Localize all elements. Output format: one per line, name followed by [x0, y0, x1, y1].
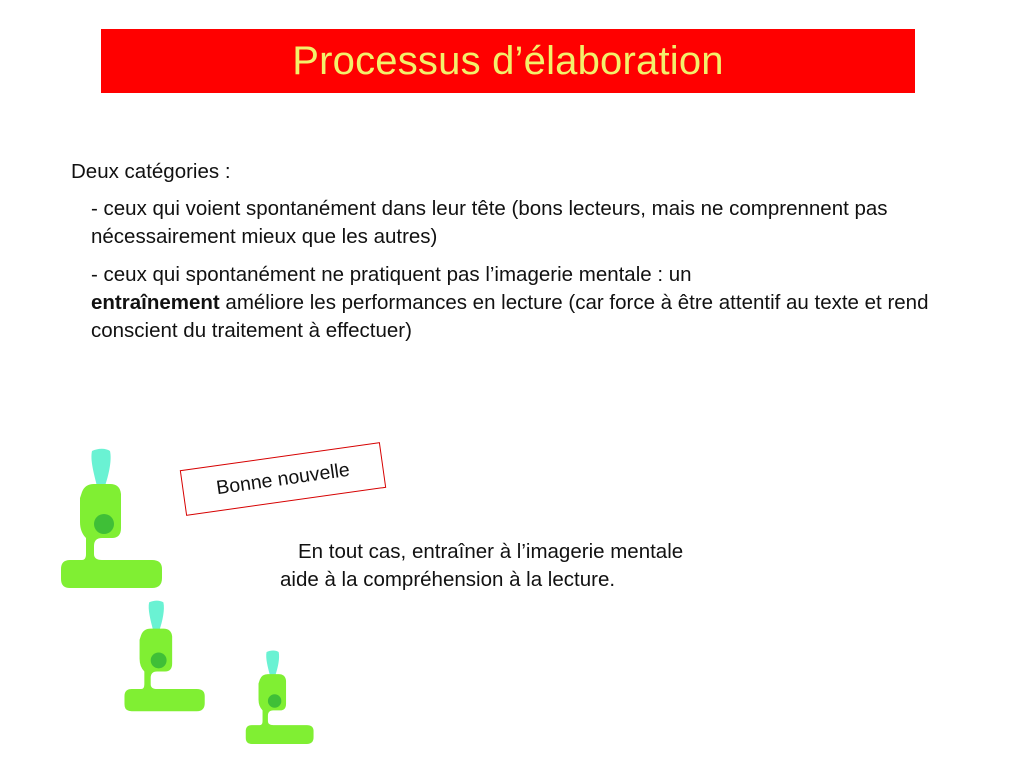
category-item-2 — [71, 261, 951, 345]
exclamation-person-icon — [122, 600, 208, 716]
exclamation-person-icon — [58, 448, 166, 594]
figure-body-icon — [246, 674, 314, 744]
figure-dot-icon — [268, 694, 281, 707]
good-news-label: Bonne nouvelle — [214, 458, 352, 499]
exclamation-person-icon — [243, 650, 317, 748]
figure-body-icon — [61, 484, 162, 588]
exclamation-mark-icon — [91, 449, 110, 489]
title-bar — [101, 29, 915, 93]
conclusion-text: En tout cas, entraîner à l’imagerie mentale aide à la compréhension à la lecture. — [280, 540, 684, 591]
figure-body-icon — [124, 629, 204, 712]
exclamation-mark-icon — [149, 601, 164, 633]
category-item-2-text-a: - ceux qui spontanément ne pratiquent pas l’imagerie mentale : un — [91, 263, 692, 286]
figure-dot-icon — [94, 514, 114, 534]
main-text — [71, 158, 951, 355]
intro-line: Deux catégories : — [71, 160, 231, 183]
slide-title: Processus d’élaboration — [292, 38, 724, 83]
category-item-2-bold: entraînement — [91, 291, 220, 314]
good-news-badge — [180, 442, 386, 516]
category-item-2-text-b: améliore les performances en lecture (car force à être attentif au texte et rend conscient du traitement à effectuer) — [91, 291, 929, 342]
conclusion-note — [280, 538, 720, 594]
category-item-1-text: - ceux qui voient spontanément dans leur tête (bons lecteurs, mais ne comprennent pas nécessairement mieux que les autres) — [91, 197, 888, 248]
figure-dot-icon — [151, 652, 167, 668]
category-item-1 — [71, 195, 951, 251]
exclamation-mark-icon — [266, 651, 279, 678]
